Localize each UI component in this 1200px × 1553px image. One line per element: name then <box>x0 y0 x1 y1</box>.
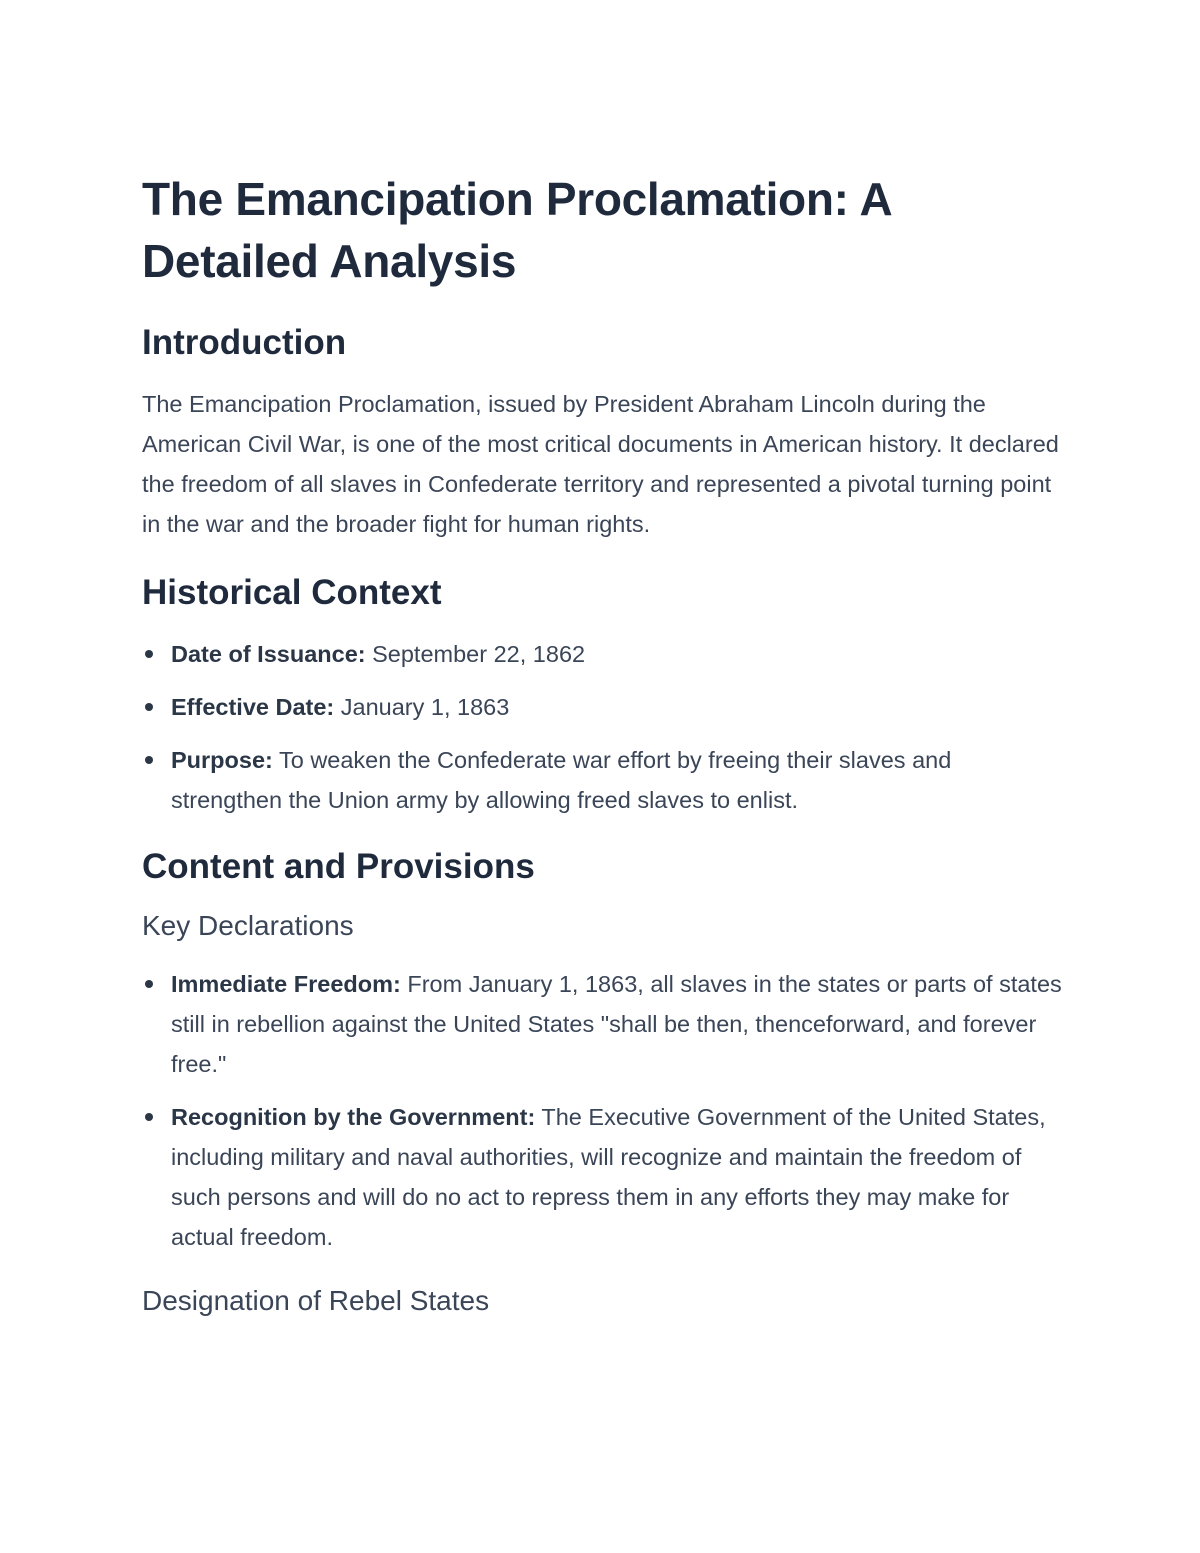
key-declarations-heading: Key Declarations <box>142 910 354 941</box>
list-item <box>142 964 1062 1084</box>
bullet-icon <box>145 650 153 658</box>
list-item-label: Date of Issuance: <box>171 641 366 667</box>
section-content-provisions <box>142 846 1062 1319</box>
introduction-paragraph: The Emancipation Proclamation, issued by President Abraham Lincoln during the American Civil War, is one of the most critical documents in American history. It declared the freedom of all slaves in Confederate territory and represented a pivotal turning point in the war and the broader fight for human rights. <box>142 391 1059 537</box>
list-item-text: January 1, 1863 <box>334 694 510 720</box>
list-item-label: Effective Date: <box>171 694 335 720</box>
list-item-label: Purpose: <box>171 747 273 773</box>
bullet-icon <box>145 1113 153 1121</box>
historical-context-list <box>142 634 1062 820</box>
key-declarations-list <box>142 964 1062 1257</box>
list-item-text: The Executive Government of the United States, including military and naval authorities, will recognize and maintain the freedom of such persons and will do no act to repress them in any efforts they may make for actual freedom. <box>171 1104 1046 1250</box>
list-item-text: From January 1, 1863, all slaves in the states or parts of states still in rebellion against the United States "shall be then, thenceforward, and forever free." <box>171 971 1062 1077</box>
section-historical-context <box>142 572 1062 820</box>
list-item-text: September 22, 1862 <box>365 641 586 667</box>
list-item <box>142 634 1062 674</box>
list-item <box>142 740 1062 820</box>
list-item-label: Recognition by the Government: <box>171 1104 536 1130</box>
content-provisions-heading: Content and Provisions <box>142 847 535 886</box>
list-item-label: Immediate Freedom: <box>171 971 401 997</box>
list-item <box>142 1097 1062 1257</box>
bullet-icon <box>145 703 153 711</box>
historical-context-heading: Historical Context <box>142 573 442 612</box>
list-item-text: To weaken the Confederate war effort by freeing their slaves and strengthen the Union army by allowing freed slaves to enlist. <box>171 747 952 813</box>
rebel-states-heading: Designation of Rebel States <box>142 1285 490 1316</box>
section-introduction <box>142 322 1062 544</box>
document-title: The Emancipation Proclamation: A Detailed Analysis <box>142 173 891 287</box>
bullet-icon <box>145 980 153 988</box>
document-page <box>142 168 1062 1339</box>
list-item <box>142 687 1062 727</box>
introduction-heading: Introduction <box>142 323 347 362</box>
bullet-icon <box>145 756 153 764</box>
